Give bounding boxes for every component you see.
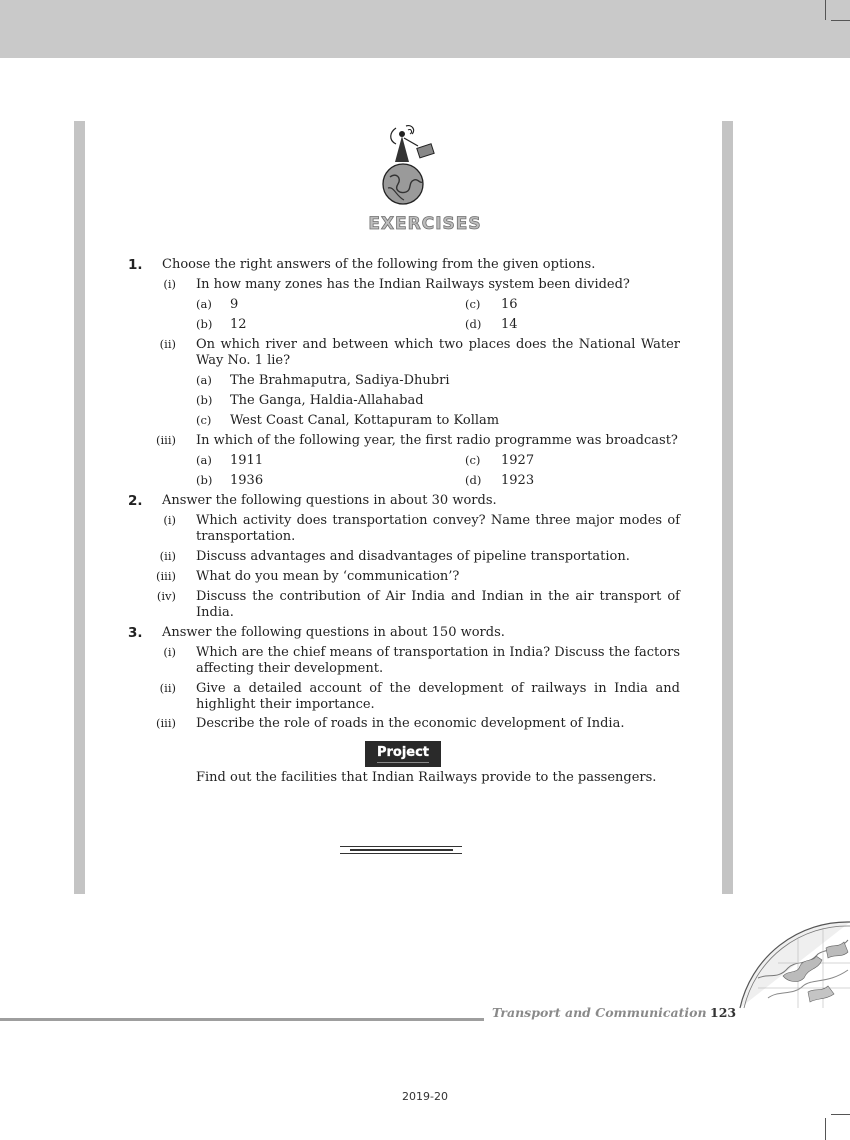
sub-question-text: On which river and between which two places does the National Water Way No. 1 lie? [196, 337, 680, 368]
left-margin-bar [74, 121, 85, 894]
option-label: (a) [196, 297, 212, 311]
option-label: (d) [465, 317, 482, 331]
sub-question-number: (ii) [159, 681, 176, 695]
option-text: The Brahmaputra, Sadiya-Dhubri [230, 373, 450, 388]
option-text: 1927 [501, 453, 535, 468]
option-text: 12 [230, 317, 247, 332]
sub-question-number: (iii) [155, 433, 176, 447]
sub-question-text: In how many zones has the Indian Railways system been divided? [196, 277, 630, 292]
crop-mark-top-right-horizontal [831, 20, 850, 21]
option-text: 1936 [230, 473, 264, 488]
option-label: (c) [196, 413, 212, 427]
end-rule-line [340, 846, 462, 847]
option-text: The Ganga, Haldia-Allahabad [230, 393, 424, 408]
sub-question-number: (i) [163, 645, 176, 659]
question-number: 2. [128, 493, 143, 509]
option-text: 14 [501, 317, 518, 332]
option-text: 1923 [501, 473, 535, 488]
sub-question-text: Discuss the contribution of Air India and Indian in the air transport of India. [196, 589, 680, 620]
sub-question-number: (iii) [155, 716, 176, 730]
sub-question-number: (ii) [159, 337, 176, 351]
option-label: (c) [465, 297, 481, 311]
sub-question-text: Describe the role of roads in the economic development of India. [196, 716, 625, 731]
sub-question-text: Give a detailed account of the development of railways in India and highlight their importance. [196, 681, 680, 712]
option-label: (b) [196, 317, 213, 331]
project-text: Find out the facilities that Indian Railways provide to the passengers. [196, 770, 657, 785]
exercises-heading: EXERCISES [368, 214, 482, 234]
crop-mark-top-right-vertical [825, 0, 826, 20]
question-number: 1. [128, 257, 143, 273]
end-rule-line [350, 849, 453, 851]
option-text: 1911 [230, 453, 264, 468]
sub-question-text: In which of the following year, the first radio programme was broadcast? [196, 433, 678, 448]
question-number: 3. [128, 625, 143, 641]
right-margin-bar [722, 121, 733, 894]
question-text: Answer the following questions in about 150 words. [162, 625, 505, 640]
option-label: (a) [196, 373, 212, 387]
sub-question-number: (i) [163, 513, 176, 527]
sub-question-number: (ii) [159, 549, 176, 563]
sub-question-number: (i) [163, 277, 176, 291]
globe-with-figure-icon [378, 122, 440, 206]
option-text: 16 [501, 297, 518, 312]
option-label: (a) [196, 453, 212, 467]
end-rule-line [340, 853, 462, 854]
option-text: 9 [230, 297, 239, 312]
sub-question-text: Which activity does transportation convey? Name three major modes of transportation. [196, 513, 680, 544]
project-label: Project [377, 744, 429, 763]
sub-question-number: (iii) [155, 569, 176, 583]
year-stamp: 2019-20 [402, 1090, 448, 1103]
sub-question-text: What do you mean by ‘communication’? [196, 569, 460, 584]
page-number: 123 [710, 1005, 737, 1020]
question-text: Choose the right answers of the following from the given options. [162, 257, 596, 272]
option-label: (c) [465, 453, 481, 467]
option-label: (d) [465, 473, 482, 487]
option-text: West Coast Canal, Kottapuram to Kollam [230, 413, 500, 428]
sub-question-text: Which are the chief means of transportation in India? Discuss the factors affecting their development. [196, 645, 680, 676]
sub-question-number: (iv) [156, 589, 176, 603]
crop-mark-bottom-right-vertical [825, 1118, 826, 1140]
option-label: (b) [196, 393, 213, 407]
sub-question-text: Discuss advantages and disadvantages of pipeline transportation. [196, 549, 630, 564]
question-text: Answer the following questions in about 30 words. [162, 493, 497, 508]
project-badge [365, 741, 441, 767]
crop-mark-bottom-right-horizontal [831, 1114, 850, 1115]
footer-rule [0, 1018, 484, 1021]
chapter-title: Transport and Communication [492, 1005, 707, 1020]
option-label: (b) [196, 473, 213, 487]
top-header-band [0, 0, 850, 58]
world-map-globe-icon [738, 918, 850, 1010]
